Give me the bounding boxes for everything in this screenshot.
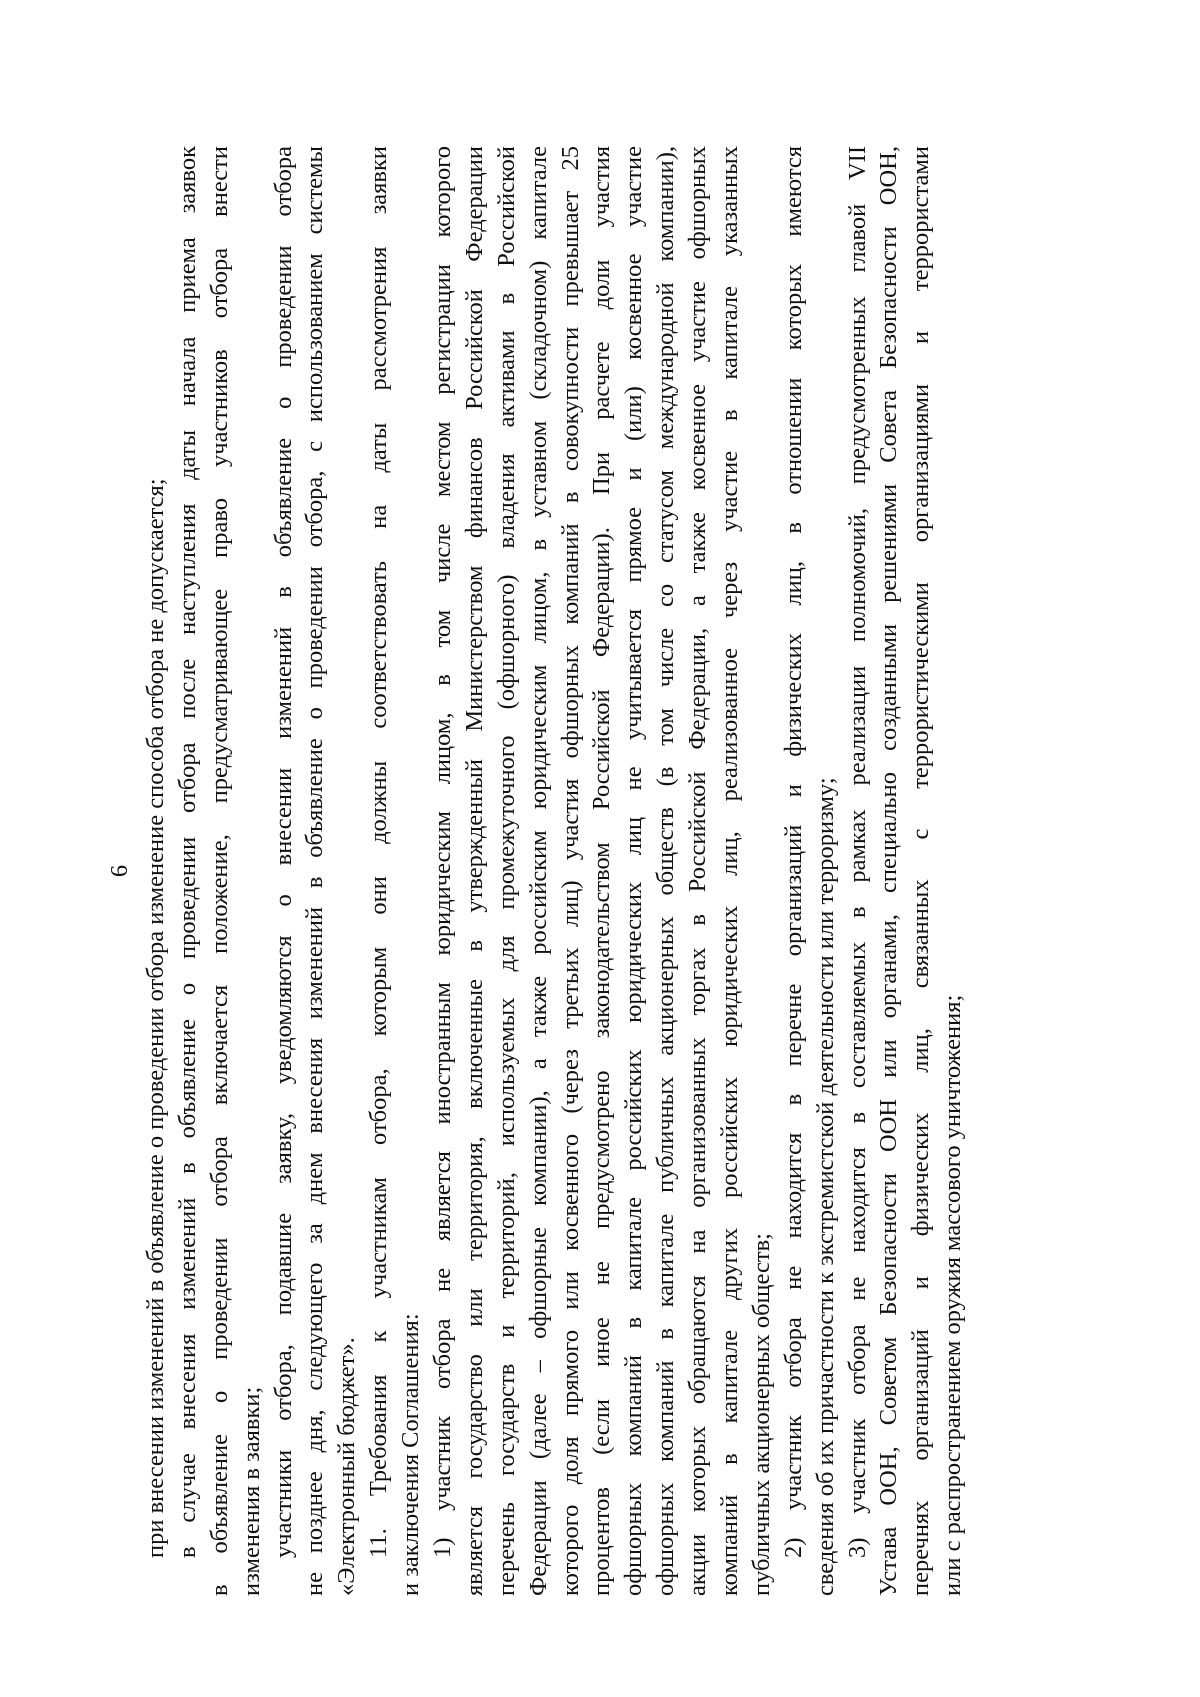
text-line: в объявление о проведении отбора включается положение, предусматривающее право участников отбора внести [205, 146, 233, 1596]
text-line: Федерации (далее – офшорные компании), а также российским юридическим лицом, в уставном (складочном) капитале [524, 146, 552, 1596]
text-line: офшорных компаний в капитале публичных акционерных обществ (в том числе со статусом международной компании), [652, 146, 680, 1596]
text-line: в случае внесения изменений в объявление о проведении отбора после наступления даты начала приема заявок [173, 146, 201, 1558]
text-line: Устава ООН, Советом Безопасности ООН или органами, специально созданными решениями Совета Безопасности ООН, [875, 146, 903, 1596]
page-number: 6 [106, 864, 133, 878]
text-line: процентов (если иное не предусмотрено законодательством Российской Федерации). При расчете доли участия [588, 146, 616, 1596]
text-line: которого доля прямого или косвенного (через третьих лиц) участия офшорных компаний в совокупности превышает 25 [556, 146, 584, 1596]
text-line: и заключения Соглашения: [397, 1313, 425, 1596]
text-body [140, 146, 969, 1596]
text-line: перечень государств и территорий, используемых для промежуточного (офшорного) владения активами в Российской [492, 146, 520, 1596]
rotated-text-block [100, 146, 1140, 1596]
text-line: изменения в заявки; [237, 1386, 265, 1596]
text-line: 3) участник отбора не находится в составляемых в рамках реализации полномочий, предусмотренных главой VII [843, 146, 871, 1558]
text-line: является государство или территория, включенные в утвержденный Министерством финансов Российской Федерации [460, 146, 488, 1596]
text-line: 11. Требования к участникам отбора, которым они должны соответствовать на даты рассмотрения заявки [365, 146, 393, 1558]
text-line: при внесении изменений в объявление о проведении отбора изменение способа отбора не допускается; [142, 478, 169, 1558]
text-line: перечнях организаций и физических лиц, связанных с террористическими организациями и террористами [907, 146, 935, 1596]
text-line: «Электронный бюджет». [333, 1337, 361, 1596]
text-line: не позднее дня, следующего за днем внесения изменений в объявление о проведении отбора, с использованием системы [301, 146, 329, 1596]
text-line: публичных акционерных обществ; [747, 1233, 775, 1596]
text-line: офшорных компаний в капитале российских юридических лиц не учитывается прямое и (или) косвенное участие [620, 146, 648, 1596]
text-line: компаний в капитале других российских юридических лиц, реализованное через участие в капитале указанных [716, 146, 744, 1596]
text-line: участники отбора, подавшие заявку, уведомляются о внесении изменений в объявление о проведении отбора [269, 146, 297, 1558]
text-line: акции которых обращаются на организованных торгах в Российской Федерации, а также косвенное участие офшорных [684, 146, 712, 1596]
text-line: 1) участник отбора не является иностранным юридическим лицом, в том числе местом регистрации которого [429, 146, 457, 1558]
text-line: или с распространением оружия массового уничтожения; [939, 994, 967, 1596]
text-line: 2) участник отбора не находится в перечне организаций и физических лиц, в отношении которых имеются [779, 146, 807, 1558]
text-line: сведения об их причастности к экстремистской деятельности или терроризму; [811, 777, 839, 1596]
